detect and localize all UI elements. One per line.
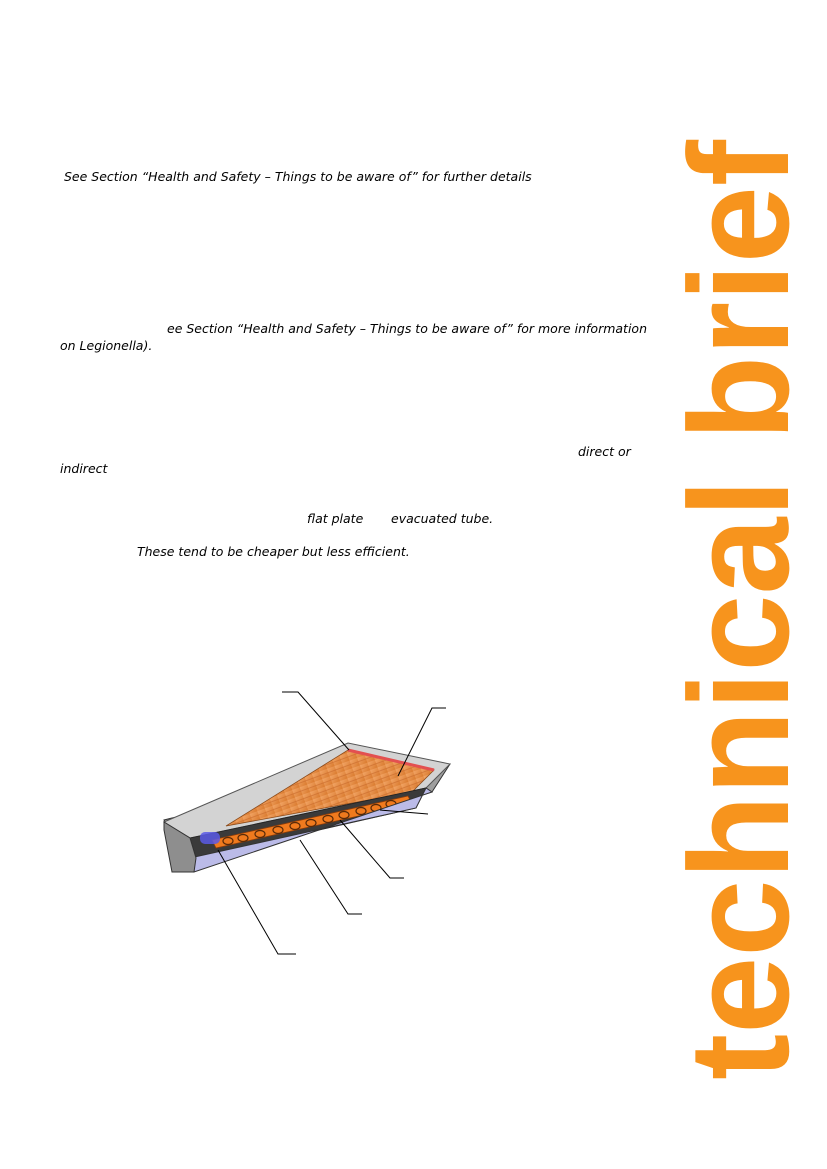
direct-or-text: direct or: [578, 444, 631, 459]
evacuated-tube-text: evacuated tube.: [391, 511, 494, 526]
health-safety-note-2-line2: on Legionella).: [60, 338, 153, 353]
flat-plate-text: flat plate: [307, 511, 364, 526]
collector-diagram-svg: [150, 680, 470, 970]
technical-brief-vertical-title: [660, 117, 819, 1080]
inlet-header: [200, 832, 220, 844]
technical-brief-sidebar: [660, 117, 819, 1080]
indirect-text: indirect: [60, 461, 108, 476]
collector-diagram: [150, 680, 470, 970]
health-safety-note-1: See Section “Health and Safety – Things to be aware of” for further details: [64, 169, 532, 184]
sidebar-title: technical brief: [660, 117, 819, 1080]
health-safety-note-2-line1: ee Section “Health and Safety – Things to be aware of” for more information: [167, 321, 647, 336]
cheaper-note: These tend to be cheaper but less efficient.: [137, 544, 410, 559]
